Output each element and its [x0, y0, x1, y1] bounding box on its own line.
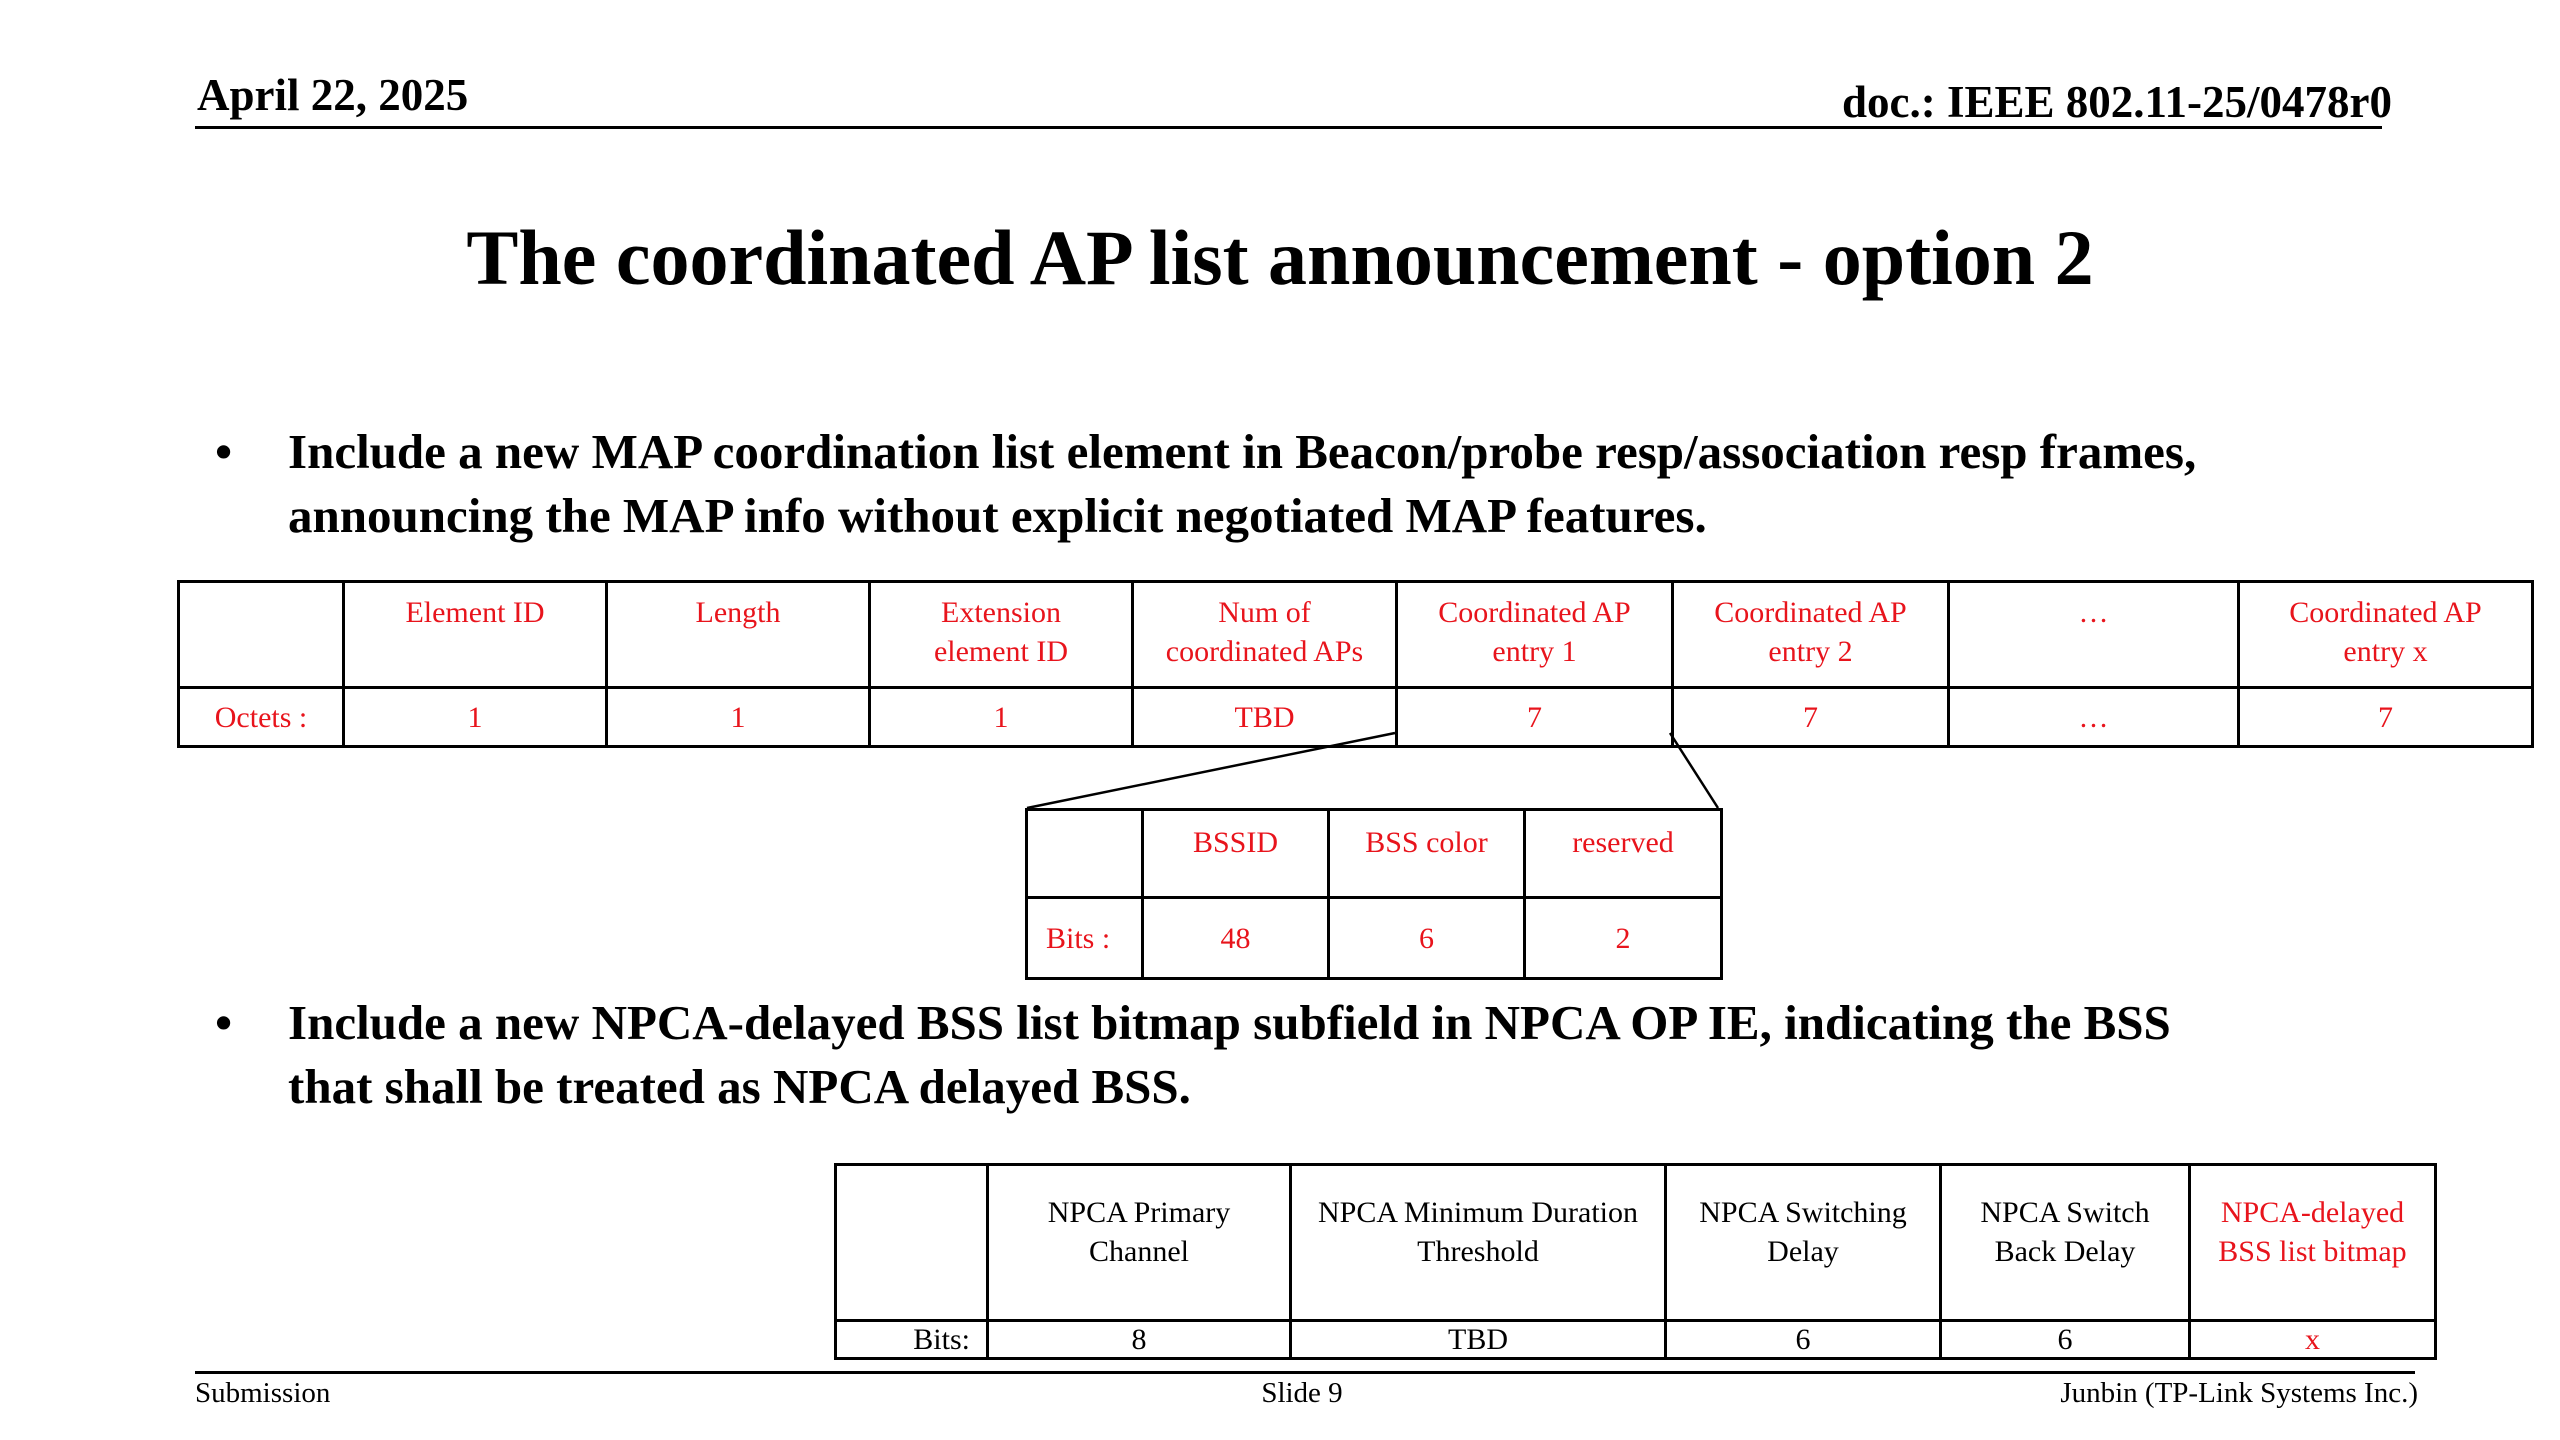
bullet-line: Include a new NPCA-delayed BSS list bitmap subfield in NPCA OP IE, indicating the BSS — [288, 995, 2171, 1050]
field-name-line: element ID — [933, 635, 1069, 668]
row-label-octets: Octets : — [179, 688, 344, 747]
size-cell: TBD — [1133, 688, 1397, 747]
bullet-line: Include a new MAP coordination list element in Beacon/probe resp/association resp frames, — [288, 424, 2197, 479]
field-name-line: Delay — [1767, 1235, 1839, 1268]
bullet-text — [288, 991, 2508, 1119]
size-cell: 6 — [1941, 1321, 2190, 1359]
coordinated-ap-entry-table — [1025, 808, 1723, 980]
field-element-id — [344, 582, 607, 688]
field-name: Length — [695, 596, 781, 629]
field-num-coordinated-aps — [1133, 582, 1397, 688]
size-cell: 7 — [2239, 688, 2533, 747]
field-name-line: NPCA Minimum Duration — [1317, 1196, 1639, 1229]
field-name-line: entry 2 — [1768, 635, 1853, 668]
field-npca-min-duration-threshold — [1291, 1165, 1666, 1321]
field-name-line: NPCA Switch — [1980, 1196, 2150, 1229]
size-cell: 2 — [1525, 898, 1722, 979]
field-name-line: Back Delay — [1994, 1235, 2136, 1268]
field-bss-color: BSS color — [1329, 810, 1525, 898]
size-cell: 6 — [1329, 898, 1525, 979]
bullet-line: that shall be treated as NPCA delayed BSS. — [288, 1059, 1191, 1114]
bullet-symbol: • — [215, 995, 233, 1050]
footer-author: Junbin (TP-Link Systems Inc.) — [2060, 1377, 2418, 1409]
slide-title: The coordinated AP list announcement - option 2 — [466, 214, 2094, 301]
row-label-bits: Bits : — [1027, 898, 1143, 979]
table-header-row — [179, 582, 2533, 688]
table-header-row — [836, 1165, 2436, 1321]
field-name-line: Coordinated AP — [1714, 596, 1907, 629]
npca-op-ie-table — [834, 1163, 2437, 1360]
field-name-line: NPCA-delayed — [2220, 1196, 2405, 1229]
field-npca-primary-channel — [988, 1165, 1291, 1321]
field-name-line: entry 1 — [1492, 635, 1577, 668]
size-cell: 6 — [1666, 1321, 1941, 1359]
table-corner-cell — [836, 1165, 988, 1321]
table-size-row — [1027, 898, 1722, 979]
size-cell: x — [2190, 1321, 2436, 1359]
footer-slide-number: Slide 9 — [1261, 1377, 1343, 1409]
size-cell: 1 — [344, 688, 607, 747]
bullet-text — [288, 420, 2508, 548]
footer-divider — [195, 1371, 2415, 1374]
field-name-line: NPCA Primary — [1047, 1196, 1231, 1229]
field-name-line: BSS list bitmap — [2218, 1235, 2407, 1268]
field-ellipsis — [1949, 582, 2239, 688]
field-name-line: Coordinated AP — [2289, 596, 2482, 629]
row-label-bits: Bits: — [836, 1321, 988, 1359]
bullet-symbol: • — [215, 424, 233, 479]
header-divider — [195, 126, 2382, 129]
footer-submission: Submission — [195, 1377, 331, 1409]
field-length — [607, 582, 870, 688]
size-cell: 48 — [1143, 898, 1329, 979]
table-size-row — [179, 688, 2533, 747]
field-coordinated-ap-entry-2 — [1673, 582, 1949, 688]
field-npca-switch-back-delay — [1941, 1165, 2190, 1321]
size-cell: 1 — [870, 688, 1133, 747]
field-extension-element-id — [870, 582, 1133, 688]
table-corner-cell — [179, 582, 344, 688]
size-cell: 8 — [988, 1321, 1291, 1359]
field-name-line: Coordinated AP — [1438, 596, 1631, 629]
header-date: April 22, 2025 — [197, 70, 469, 120]
field-name-line: Channel — [1089, 1235, 1189, 1268]
field-name: Element ID — [405, 596, 545, 629]
bullet-line: announcing the MAP info without explicit negotiated MAP features. — [288, 488, 1707, 543]
size-cell: 1 — [607, 688, 870, 747]
field-coordinated-ap-entry-1 — [1397, 582, 1673, 688]
field-bssid: BSSID — [1143, 810, 1329, 898]
map-coordination-list-element-table — [177, 580, 2534, 748]
bullet-npca-delayed — [215, 991, 2495, 1131]
size-cell: TBD — [1291, 1321, 1666, 1359]
field-reserved: reserved — [1525, 810, 1722, 898]
field-coordinated-ap-entry-x — [2239, 582, 2533, 688]
field-name-line: NPCA Switching — [1699, 1196, 1907, 1229]
field-name-line: entry x — [2343, 635, 2428, 668]
field-npca-switching-delay — [1666, 1165, 1941, 1321]
size-cell: 7 — [1397, 688, 1673, 747]
table-corner-cell — [1027, 810, 1143, 898]
field-npca-delayed-bss-list-bitmap — [2190, 1165, 2436, 1321]
size-cell: 7 — [1673, 688, 1949, 747]
size-cell: … — [1949, 688, 2239, 747]
table-size-row — [836, 1321, 2436, 1359]
header-doc-id: doc.: IEEE 802.11-25/0478r0 — [1841, 77, 2392, 127]
field-name-line: coordinated APs — [1165, 635, 1364, 668]
field-name-line: Num of — [1218, 596, 1311, 629]
field-name: … — [2078, 596, 2109, 629]
field-name-line: Extension — [941, 596, 1061, 629]
field-name-line: Threshold — [1417, 1235, 1539, 1268]
table-header-row — [1027, 810, 1722, 898]
bullet-map-list — [215, 420, 2495, 560]
